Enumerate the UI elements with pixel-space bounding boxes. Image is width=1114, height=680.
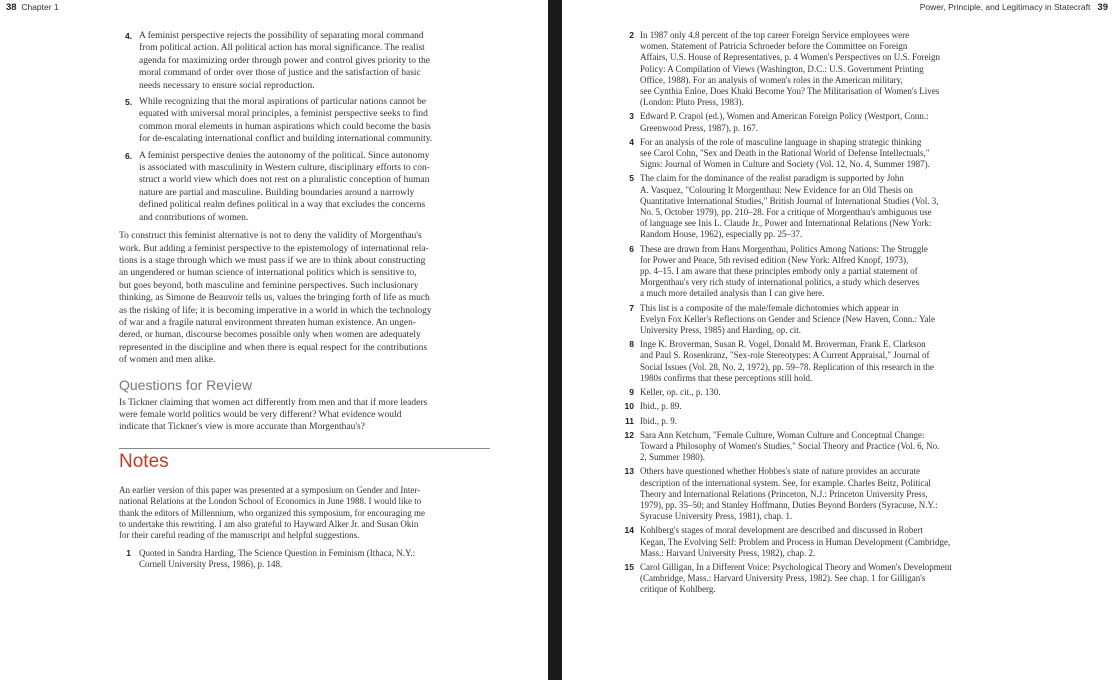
endnote-number: 14: [624, 525, 634, 536]
text-line: nature are partial and masculine. Building boundaries around a narrowly: [139, 187, 415, 198]
list-item-number: 4.: [125, 31, 133, 41]
text-line: Edward P. Crapol (ed.), Women and American Foreign Policy (Westport, Conn.:: [640, 111, 929, 122]
text-line: defined political realm defines political in a way that excludes the concerns: [139, 200, 426, 211]
note-1: [119, 548, 490, 570]
endnote: [618, 244, 1048, 300]
endnote-number: 2: [629, 30, 634, 40]
text-line: (Cambridge, Mass.: Harvard University Press, 1982). See chap. 1 for Gilligan's: [640, 573, 926, 584]
endnote-number: 5: [629, 173, 634, 184]
text-line: pp. 4–15. I am aware that these principles embody only a partial statement of: [640, 266, 918, 277]
text-line: as the risking of life; it is becoming imperative in a world in which the technology: [119, 305, 432, 316]
text-line: University Press, 1985) and Harding, op. cit.: [640, 325, 801, 336]
text-line: were female world politics would be very different? What evidence would: [119, 409, 402, 420]
text-line: To construct this feminist alternative is not to deny the validity of Morgenthau's: [119, 231, 422, 242]
text-line: While recognizing that the moral aspirations of particular nations cannot be: [139, 97, 427, 108]
book-gutter: [548, 0, 562, 680]
text-line: for de-escalating international conflict and building international community.: [139, 134, 433, 145]
text-line: agenda for maximizing order through power and control gives priority to the: [139, 55, 430, 66]
endnote: [618, 525, 1048, 559]
text-line: work. But adding a feminist perspective to the epistemology of international rela-: [119, 243, 429, 254]
text-line: Is Tickner claiming that women act differently from men and that if more leaders: [119, 397, 428, 408]
text-line: of women and men alike.: [119, 355, 216, 366]
text-line: Quoted in Sandra Harding, The Science Question in Feminism (Ithaca, N.Y.:: [139, 547, 416, 558]
body-paragraph: [119, 230, 490, 366]
text-line: indicate that Tickner's view is more accurate than Morgenthau's?: [119, 422, 365, 433]
text-line: (London: Pluto Press, 1983).: [640, 97, 744, 108]
text-line: Theory and International Relations (Princeton, N.J.: Princeton University Press,: [640, 488, 928, 499]
text-line: These are drawn from Hans Morgenthau, Politics Among Nations: The Struggle: [640, 243, 928, 254]
text-line: This list is a composite of the male/female dichotomies which appear in: [640, 302, 899, 313]
text-line: 2, Summer 1980).: [640, 452, 705, 463]
text-line: critique of Kohlberg.: [640, 584, 716, 595]
right-running-head: [920, 2, 1108, 13]
left-chapter-label: Chapter 1: [21, 2, 59, 12]
text-line: Cornell University Press, 1986), p. 148.: [139, 559, 283, 570]
principles-list: [119, 30, 490, 224]
endnote-number: 12: [624, 429, 634, 440]
text-line: struct a world view which does not rest on a pluralistic conception of human: [139, 175, 430, 186]
text-line: Greenwood Press, 1987), p. 167.: [640, 122, 758, 133]
text-line: Affairs, U.S. House of Representatives, p. 4 Women's Perspectives on U.S. Foreign: [640, 52, 941, 63]
text-line: of language see Inis L. Claude Jr., Power and International Relations (New York:: [640, 218, 932, 229]
text-line: Office, 1988). For an analysis of women's roles in the American military,: [640, 74, 903, 85]
text-line: see Cynthia Enloe, Does Khaki Become You? The Militarisation of Women's Lives: [640, 86, 940, 97]
text-line: Morgenthau's very rich study of international politics, a study which deserves: [640, 277, 920, 288]
text-line: represented in the discipline and when there is equal respect for the contributions: [119, 342, 428, 353]
right-page-number: 39: [1097, 2, 1108, 13]
text-line: dered, or human, discourse becomes possible only when women are adequately: [119, 330, 421, 341]
text-line: needs necessary to ensure social reproduction.: [139, 80, 315, 91]
text-line: Syracuse University Press, 1981), chap. 1.: [640, 511, 793, 522]
endnote-number: 15: [624, 561, 634, 572]
notes-intro: [119, 485, 490, 542]
endnote: [618, 466, 1048, 522]
text-line: and Paul S. Rosenkranz, "Sex-role Stereotypes: A Current Appraisal," Journal of: [640, 350, 930, 361]
section-divider: [119, 448, 490, 449]
text-line: Inge K. Broverman, Susan R. Vogel, Donald M. Broverman, Frank E. Clarkson: [640, 339, 926, 350]
text-line: Policy: A Compilation of Views (Washington, D.C.: U.S. Government Printing: [640, 63, 924, 74]
text-line: but goes beyond, both masculine and feminine perspectives. Such inclusionary: [119, 280, 419, 291]
text-line: thinking, as Simone de Beauvoir tells us, values the bringing forth of life as much: [119, 293, 430, 304]
right-column: [618, 30, 1048, 599]
left-column: [119, 30, 490, 573]
text-line: Carol Gilligan, In a Different Voice: Psychological Theory and Women's Development: [640, 561, 952, 572]
endnote: [618, 137, 1048, 171]
text-line: equated with universal moral principles, a feminist perspective seeks to find: [139, 109, 428, 120]
text-line: Mass.: Harvard University Press, 1982), chap. 2.: [640, 547, 816, 558]
text-line: No. 5, October 1979), pp. 210–28. For a critique of Morgenthau's ambiguous use: [640, 207, 932, 218]
text-line: Random House, 1962), especially pp. 25–37.: [640, 229, 803, 240]
text-line: from political action. All political action has moral significance. The realist: [139, 43, 425, 54]
text-line: Signs: Journal of Women in Culture and Society (Vol. 12, No. 4, Summer 1987).: [640, 159, 930, 170]
text-line: An earlier version of this paper was presented at a symposium on Gender and Inter-: [119, 484, 421, 495]
endnote-number: 3: [629, 111, 634, 122]
questions-heading: Questions for Review: [119, 376, 253, 393]
list-item-number: 5.: [125, 97, 133, 108]
text-line: and contributions of women.: [139, 212, 249, 223]
endnote: [618, 303, 1048, 337]
text-line: a much more detailed analysis than I can give here.: [640, 288, 825, 299]
endnote-number: 13: [624, 466, 634, 477]
text-line: The claim for the dominance of the realist paradigm is supported by John: [640, 173, 904, 184]
text-line: of war and a fragile natural environment threaten human existence. An ungen-: [119, 317, 417, 328]
endnote: [618, 30, 1048, 108]
questions-text: [119, 397, 490, 434]
text-line: Social Issues (Vol. 28, No. 2, 1972), pp. 59–78. Replication of this research in the: [640, 361, 935, 372]
text-line: to undertake this rewriting. I am also grateful to Hayward Alker Jr. and Susan Okin: [119, 519, 419, 529]
endnote: [618, 416, 1048, 427]
text-line: women. Statement of Patricia Schroeder before the Committee on Foreign: [640, 41, 908, 52]
endnote: [618, 173, 1048, 240]
endnote: [618, 562, 1048, 596]
text-line: A feminist perspective denies the autonomy of the political. Since autonomy: [139, 150, 430, 161]
endnote: [618, 387, 1048, 398]
endnote-number: 11: [625, 415, 634, 426]
text-line: Keller, op. cit., p. 130.: [640, 387, 721, 398]
text-line: is associated with masculinity in Western culture, disciplinary efforts to con-: [139, 163, 430, 174]
endnote-number: 4: [629, 136, 634, 147]
right-chapter-label: Power, Principle, and Legitimacy in Statecraft: [919, 2, 1091, 12]
text-line: Evelyn Fox Keller's Reflections on Gender and Science (New Haven, Conn.: Yale: [640, 313, 936, 324]
text-line: tions is a stage through which we must pass if we are to think about constructing: [119, 255, 426, 266]
endnote-number: 7: [629, 302, 634, 313]
text-line: Kegan, The Evolving Self: Problem and Process in Human Development (Cambridge,: [640, 536, 951, 547]
text-line: Kohlberg's stages of moral development are described and discussed in Robert: [640, 525, 923, 536]
left-running-head: [6, 2, 59, 13]
text-line: A. Vasquez, "Colouring It Morgenthau: New Evidence for an Old Thesis on: [640, 184, 913, 195]
endnote-number: 9: [629, 387, 634, 398]
right-page: [562, 0, 1114, 680]
endnote: [618, 430, 1048, 464]
text-line: description of the international system. See, for example. Charles Beitz, Political: [640, 477, 931, 488]
list-item: [119, 96, 490, 146]
left-page-number: 38: [6, 2, 17, 13]
notes-heading: Notes: [119, 450, 169, 472]
text-line: In 1987 only 4.8 percent of the top career Foreign Service employees were: [640, 30, 910, 40]
endnote: [618, 111, 1048, 133]
text-line: see Carol Cohn, "Sex and Death in the Rational World of Defense Intellectuals,": [640, 148, 930, 159]
note-1-text: [139, 548, 490, 570]
endnote-number: 6: [629, 243, 634, 254]
endnote: [618, 339, 1048, 384]
text-line: Toward a Philosophy of Women's Studies," Social Theory and Practice (Vol. 6, No.: [640, 440, 940, 451]
text-line: common moral elements in human aspirations which could become the basis: [139, 121, 431, 132]
endnote-number: 8: [629, 339, 634, 350]
text-line: national Relations at the London School of Economics in June 1988. I would like to: [119, 496, 422, 507]
text-line: Sara Ann Ketchum, "Female Culture, Woman Culture and Conceptual Change:: [640, 429, 925, 440]
text-line: For an analysis of the role of masculine language in shaping strategic thinking: [640, 136, 922, 147]
text-line: for their careful reading of the manuscript and helpful suggestions.: [119, 530, 360, 541]
list-item: [119, 30, 490, 92]
text-line: Ibid., p. 89.: [640, 401, 682, 412]
text-line: Ibid., p. 9.: [640, 415, 677, 426]
note-1-number: 1: [126, 547, 131, 558]
text-line: 1979), pp. 35–50; and Stanley Hoffmann, Duties Beyond Borders (Syracuse, N.Y.:: [640, 499, 938, 510]
text-line: Quantitative International Studies," British Journal of International Studies (Vol. 3,: [640, 195, 939, 206]
text-line: Others have questioned whether Hobbes's state of nature provides an accurate: [640, 466, 921, 477]
list-item: [119, 150, 490, 224]
left-page: [0, 0, 548, 680]
list-item-number: 6.: [125, 150, 133, 161]
text-line: thank the editors of Millennium, who organized this symposium, for encouraging me: [119, 507, 426, 518]
text-line: 1980s confirms that these perceptions still hold.: [640, 372, 813, 383]
text-line: for Power and Peace, 5th revised edition (New York: Alfred Knopf, 1973),: [640, 254, 909, 265]
text-line: an ungendered or human science of international politics which is sensitive to,: [119, 268, 417, 279]
endnote-number: 10: [624, 401, 634, 412]
text-line: moral command of order over those of justice and the satisfaction of basic: [139, 68, 421, 79]
endnote: [618, 401, 1048, 412]
text-line: A feminist perspective rejects the possibility of separating moral command: [139, 31, 424, 41]
